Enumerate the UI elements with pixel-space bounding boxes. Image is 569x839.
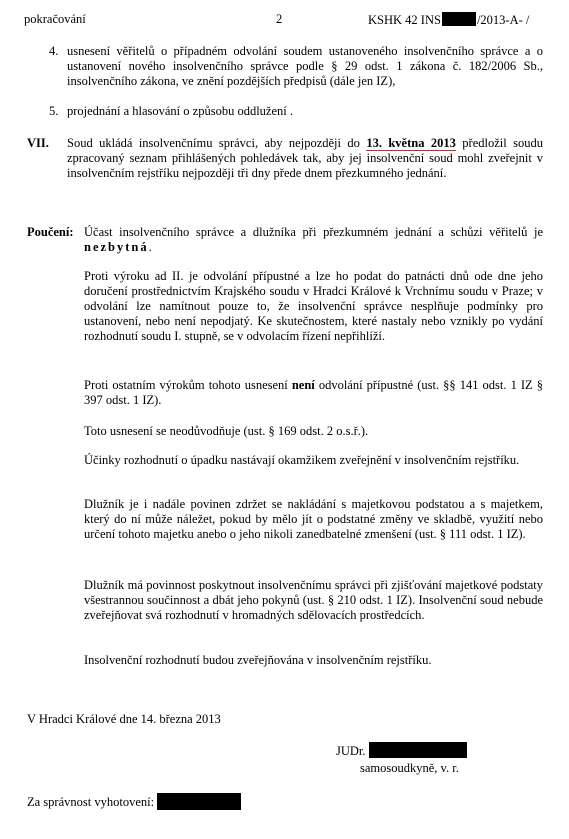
place-date: V Hradci Králové dne 14. března 2013 (27, 712, 221, 726)
pouceni-emphasis: nezbytná (84, 240, 149, 254)
redaction-box (157, 793, 241, 810)
case-number-suffix: /2013-A- / (476, 13, 530, 27)
pouceni-paragraph: Insolvenční rozhodnutí budou zveřejňována v insolvenčním rejstříku. (84, 653, 432, 667)
pouceni-p2-after: odvolání přípustné (ust. §§ 141 odst. 1 IZ § 397 odst. 1 IZ). (84, 378, 543, 407)
pouceni-paragraph: Proti výroku ad II. je odvolání přípustné a lze ho podat do patnácti dnů ode dne jeho doručení prostřednictvím Krajského soudu v Hradci Králové k Vrchnímu soudu v Praze; v odvolání lze namítnout pouze to, že insolvenční správce nesplňuje podmínky pro ustanovení, nebo není nepodjatý. Ke skutečnostem, které nastaly nebo vznikly po vydání rozhodnutí soudu I. stupně, se v odvolacím řízení nepřihlíží. (84, 269, 543, 343)
pouceni-p2-before: Proti ostatním výrokům tohoto usnesení (84, 378, 292, 392)
section-vii-text (67, 136, 543, 181)
pouceni-paragraph: Dlužník je i nadále povinen zdržet se nakládání s majetkovou podstatou a s majetkem, který do ní může náležet, pokud by mělo jít o podstatné změny ve skladbě, využití nebo určení tohoto majetku anebo o jeho nikoli zanedbatelné zmenšení (ust. § 111 odst. 1 IZ). (84, 497, 543, 541)
pouceni-p2-bold: není (291, 378, 315, 392)
pouceni-paragraph: Účinky rozhodnutí o úpadku nastávají okamžikem zveřejnění v insolvenčním rejstříku. (84, 453, 520, 467)
pouceni-label: Poučení: (27, 225, 74, 239)
judge-prefix: JUDr. (336, 744, 366, 758)
section-vii-text-before: Soud ukládá insolvenčnímu správci, aby nejpozději do (67, 136, 367, 150)
page-number: 2 (276, 12, 283, 26)
case-number-prefix: KSHK 42 INS (368, 13, 441, 27)
pouceni-intro-text: Účast insolvenčního správce a dlužníka při přezkumném jednání a schůzi věřitelů je (84, 225, 543, 239)
pouceni-period: . (148, 240, 152, 254)
pouceni-paragraph: Dlužník má povinnost poskytnout insolvenčnímu správci při zjišťování majetkové podstaty všestrannou součinnost a dbát jeho pokynů (ust. § 210 odst. 1 IZ). Insolvenční soud nebude zveřejňovat svá rozhodnutí v hromadných sdělovacích prostředcích. (84, 578, 543, 622)
list-item-text: projednání a hlasování o způsobu oddlužení . (67, 104, 293, 118)
list-item-num: 5. (49, 104, 59, 118)
judge-name (336, 742, 467, 759)
list-item-text: usnesení věřitelů o případném odvolání soudem ustanoveného insolvenčního správce a o ustanovení nového insolvenčního správce podle § 29 odst. 1 zákona č. 182/2006 Sb., insolvenčního zákona, ve znění pozdějších předpisů (dále jen IZ), (67, 44, 543, 88)
redaction-box (442, 12, 476, 26)
deadline-date: 13. května 2013 (366, 136, 456, 150)
verification-line (27, 793, 241, 810)
section-label: VII. (27, 136, 49, 150)
header-left: pokračování (24, 12, 86, 26)
list-item-num: 4. (49, 44, 59, 58)
case-number (368, 12, 529, 28)
redaction-box (369, 742, 467, 758)
section-vii-text-after: předložil soudu zpracovaný seznam přihlášených pohledávek tak, aby jej insolvenční soud mohl zveřejnit v insolvenčním rejstříku nejpozději tři dny přede dnem přezkumného jednání. (67, 136, 543, 180)
pouceni-intro (84, 225, 543, 255)
judge-role: samosoudkyně, v. r. (360, 761, 459, 775)
pouceni-paragraph: Toto usnesení se neodůvodňuje (ust. § 169 odst. 2 o.s.ř.). (84, 424, 369, 438)
pouceni-paragraph (84, 378, 543, 408)
verification-label: Za správnost vyhotovení: (27, 795, 155, 809)
